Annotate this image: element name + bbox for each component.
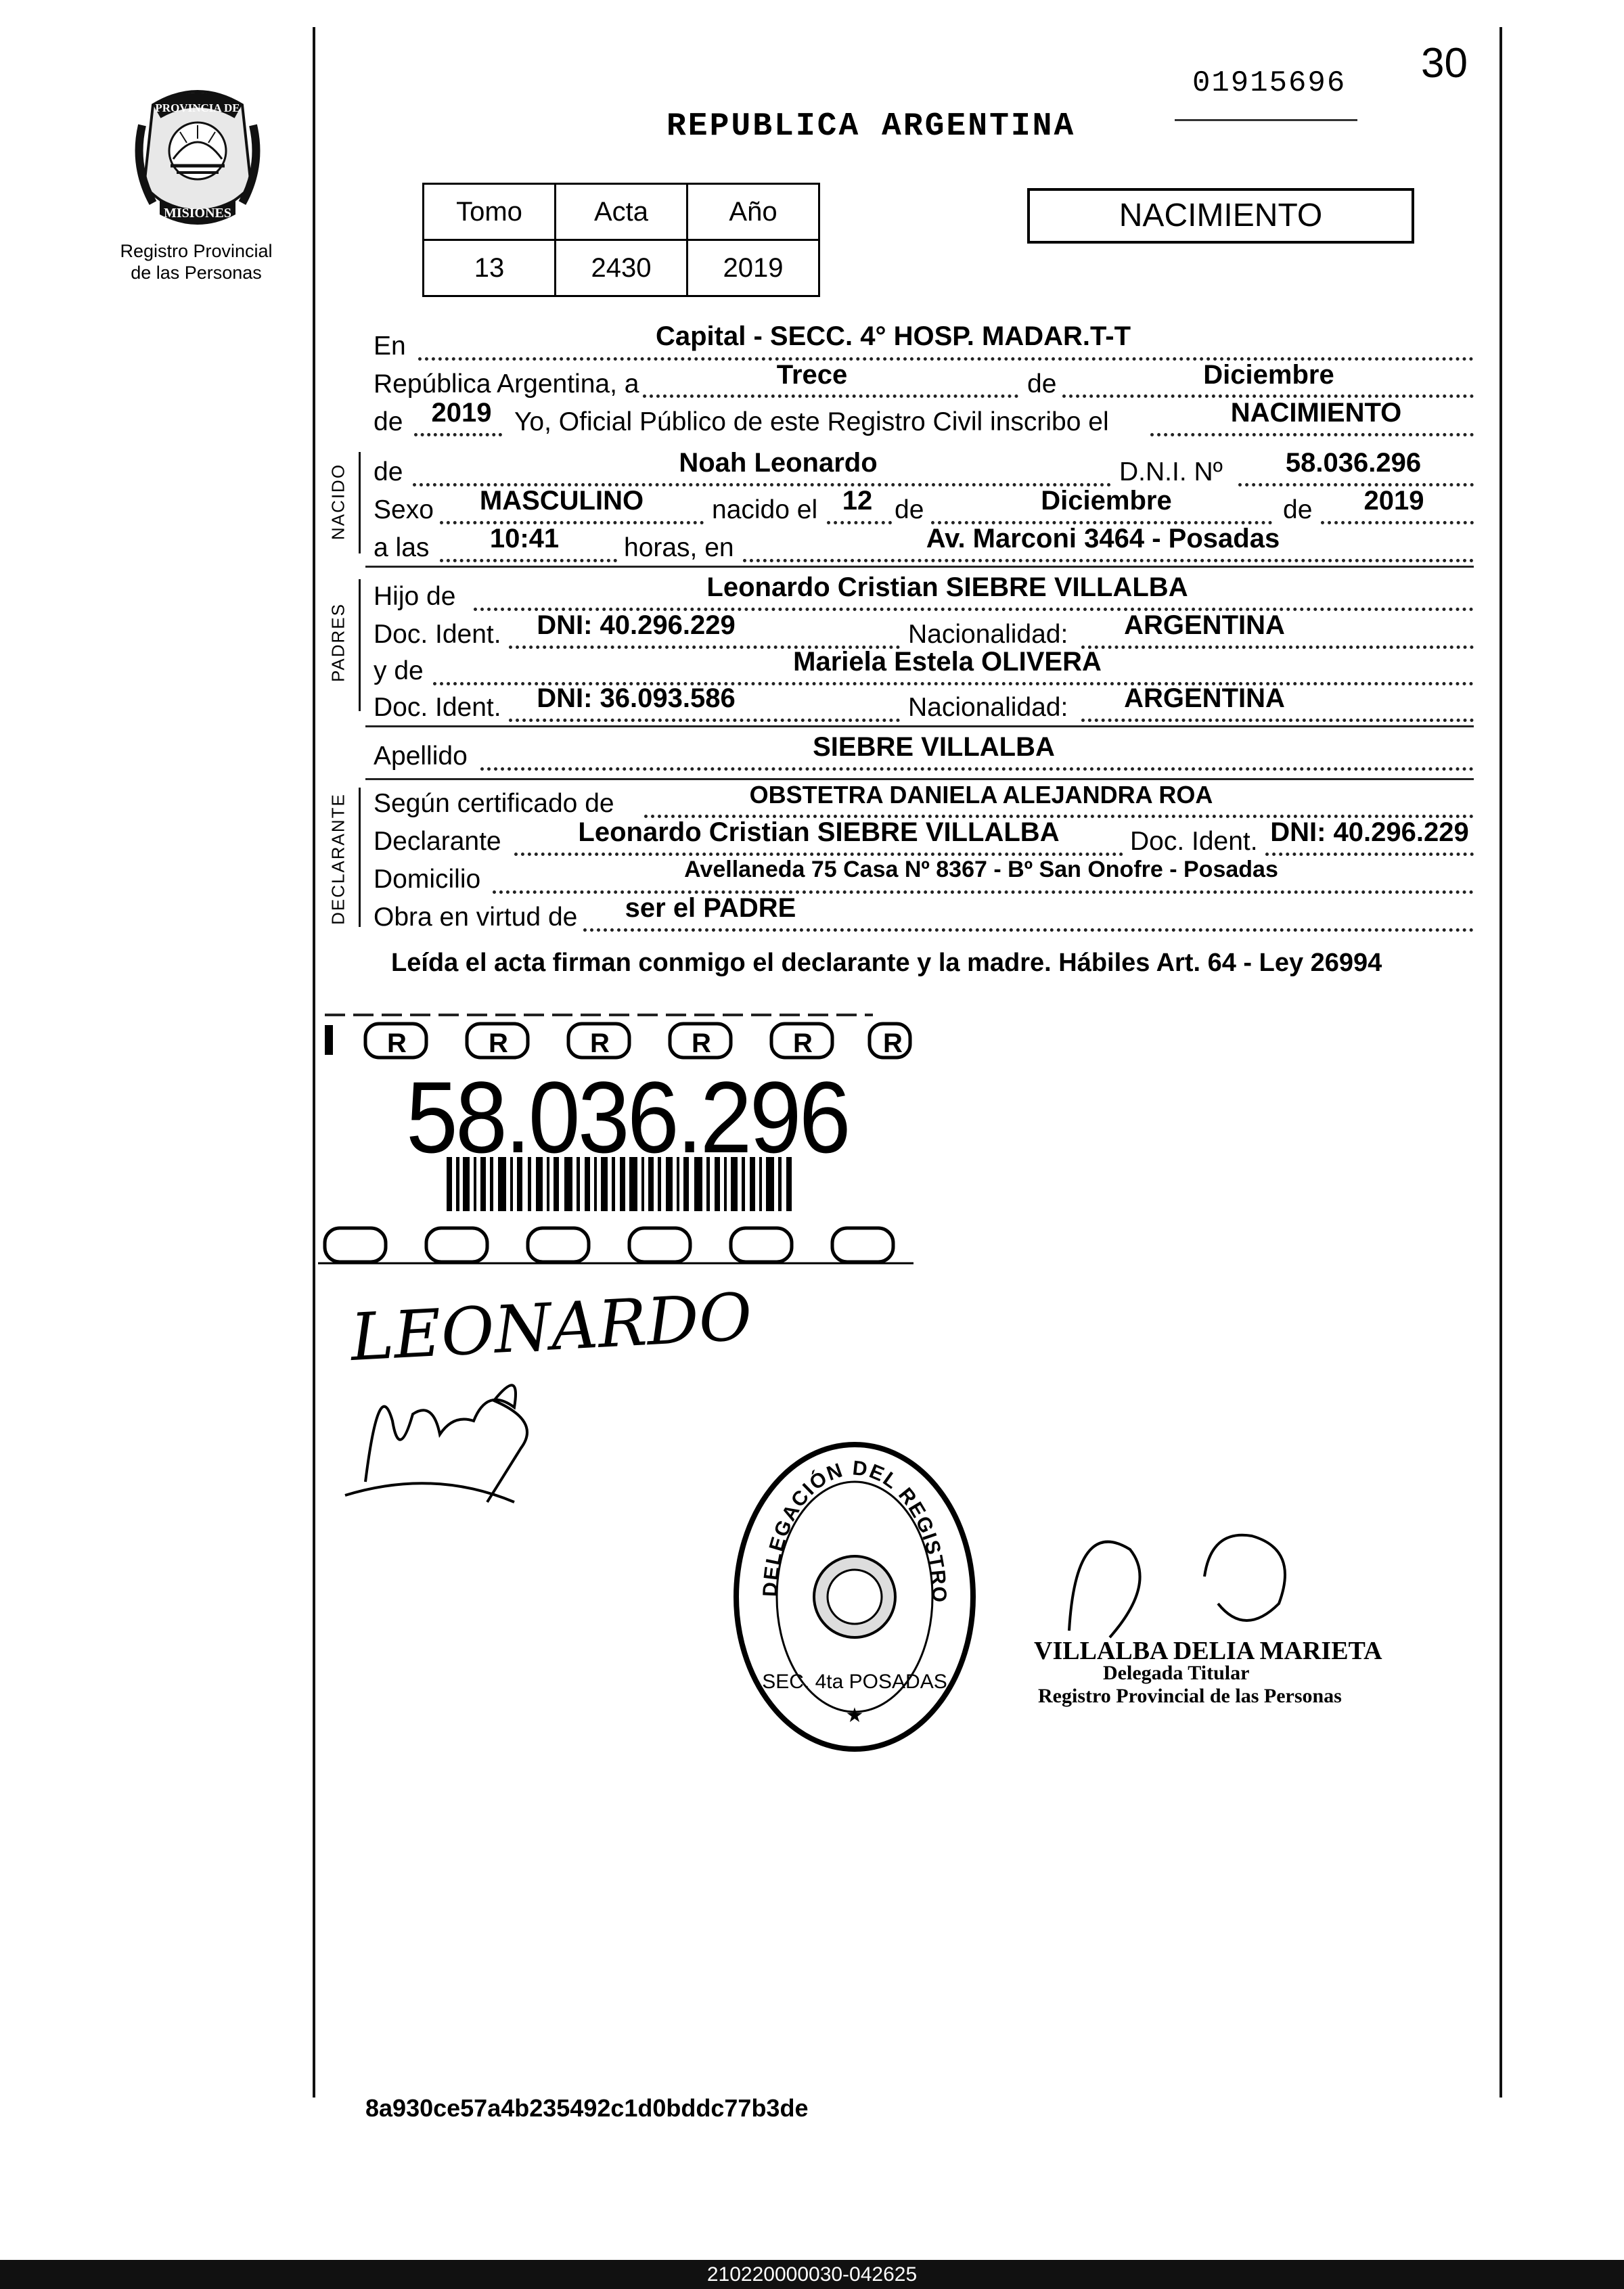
cert-valor: OBSTETRA DANIELA ALEJANDRA ROA bbox=[749, 781, 1213, 809]
registrar-stamp-line3: Registro Provincial de las Personas bbox=[1038, 1685, 1342, 1707]
madre-nombre: Mariela Estela OLIVERA bbox=[793, 647, 1102, 677]
nacido-dia: 12 bbox=[842, 486, 873, 516]
dots bbox=[743, 559, 1474, 562]
oficial-text: Yo, Oficial Público de este Registro Civil inscribo el bbox=[514, 407, 1109, 436]
logo-base-text: MISIONES bbox=[163, 206, 232, 221]
registrar-stamp-line1: VILLALBA DELIA MARIETA bbox=[1034, 1637, 1382, 1665]
madre-doc: DNI: 36.093.586 bbox=[537, 683, 736, 713]
dots bbox=[509, 719, 900, 722]
sticker-number: 58.036.296 bbox=[406, 1060, 849, 1174]
en-label: En bbox=[374, 332, 406, 361]
declarante-doc-label: Doc. Ident. bbox=[1130, 827, 1258, 856]
obra-label: Obra en virtud de bbox=[374, 903, 578, 932]
svg-text:R: R bbox=[793, 1028, 813, 1058]
declarante-nombre: Leonardo Cristian SIEBRE VILLALBA bbox=[578, 817, 1060, 847]
padres-bracket bbox=[359, 579, 361, 711]
svg-text:R: R bbox=[883, 1028, 903, 1058]
value-tomo: 13 bbox=[424, 240, 556, 296]
svg-text:R: R bbox=[387, 1028, 407, 1058]
separator-nacido bbox=[365, 566, 1474, 568]
padre-nacionalidad: ARGENTINA bbox=[1124, 610, 1285, 640]
dots bbox=[643, 394, 1018, 398]
handwritten-name: LEONARDO bbox=[348, 1279, 754, 1376]
value-acta: 2430 bbox=[556, 240, 687, 296]
declarante-label: Declarante bbox=[374, 827, 501, 856]
separator-apellido bbox=[365, 778, 1474, 780]
dots bbox=[480, 767, 1474, 771]
cert-label: Según certificado de bbox=[374, 789, 614, 818]
dia-texto: Trece bbox=[776, 360, 848, 390]
handwritten-name-area bbox=[338, 1279, 754, 1509]
hijo-de-label: Hijo de bbox=[374, 582, 456, 611]
madre-doc-label: Doc. Ident. bbox=[374, 693, 501, 722]
padre-doc-label: Doc. Ident. bbox=[374, 620, 501, 649]
nacido-nombre: Noah Leonardo bbox=[679, 448, 878, 478]
declarante-bracket bbox=[359, 788, 361, 927]
padre-nombre: Leonardo Cristian SIEBRE VILLALBA bbox=[706, 572, 1188, 602]
seal-outer-text: DELEGACIÓN DEL REGISTRO bbox=[759, 1457, 951, 1604]
dots bbox=[440, 559, 617, 562]
horas-label: horas, en bbox=[624, 533, 734, 562]
republica-label: República Argentina, a bbox=[374, 369, 639, 399]
mes-texto: Diciembre bbox=[1203, 360, 1334, 390]
sexo-label: Sexo bbox=[374, 495, 434, 524]
padre-nac-label: Nacionalidad: bbox=[908, 620, 1068, 649]
header-acta: Acta bbox=[556, 184, 687, 240]
dots bbox=[1150, 433, 1474, 436]
de2-label: de bbox=[374, 407, 403, 436]
page-number: 30 bbox=[1421, 40, 1468, 87]
seal-inner-text: SEC. 4ta POSADAS bbox=[762, 1671, 947, 1693]
padre-doc: DNI: 40.296.229 bbox=[537, 610, 736, 640]
tipo-inscripcion: NACIMIENTO bbox=[1230, 398, 1402, 428]
dots bbox=[1265, 853, 1474, 856]
nacido-mes: Diciembre bbox=[1041, 486, 1172, 516]
domicilio-valor: Avellaneda 75 Casa Nº 8367 - Bº San Onofre - Posadas bbox=[684, 857, 1278, 882]
obra-valor: ser el PADRE bbox=[625, 893, 796, 923]
svg-text:R: R bbox=[692, 1028, 711, 1058]
star-icon: ★ bbox=[845, 1704, 864, 1727]
separator-padres bbox=[365, 725, 1474, 727]
logo-caption-1: Registro Provincial bbox=[120, 241, 273, 261]
nacido-anio: 2019 bbox=[1363, 486, 1424, 516]
side-label-declarante: DECLARANTE bbox=[328, 793, 348, 925]
dots bbox=[514, 853, 1123, 856]
footer-id: 210220000030-042625 bbox=[706, 2263, 918, 2286]
alas-label: a las bbox=[374, 533, 430, 562]
serial-number: 01915696 bbox=[1192, 66, 1347, 100]
logo-arc-text: PROVINCIA DE bbox=[155, 101, 240, 114]
nacido-de-label: de bbox=[374, 457, 403, 486]
de-label: de bbox=[1027, 369, 1057, 399]
madre-nacionalidad: ARGENTINA bbox=[1124, 683, 1285, 713]
svg-text:R: R bbox=[489, 1028, 508, 1058]
tomo-acta-anio-table bbox=[422, 183, 820, 297]
nacido-sexo: MASCULINO bbox=[479, 486, 644, 516]
header-anio: Año bbox=[687, 184, 819, 240]
dots bbox=[414, 433, 502, 436]
dots bbox=[1321, 521, 1474, 524]
declarante-doc: DNI: 40.296.229 bbox=[1270, 817, 1469, 847]
domicilio-label: Domicilio bbox=[374, 865, 481, 894]
logo-caption-2: de las Personas bbox=[131, 263, 262, 283]
document-title: REPUBLICA ARGENTINA bbox=[667, 108, 1076, 145]
official-seal bbox=[729, 1438, 980, 1756]
nacido-de2-label: de bbox=[895, 495, 924, 524]
left-margin-line bbox=[313, 27, 315, 2098]
apellido-valor: SIEBRE VILLALBA bbox=[813, 732, 1055, 762]
dots bbox=[583, 928, 1474, 932]
footer-bar bbox=[0, 2260, 1624, 2289]
record-type-box bbox=[1027, 188, 1414, 244]
value-anio: 2019 bbox=[687, 240, 819, 296]
record-type: NACIMIENTO bbox=[1119, 198, 1323, 233]
dni-label: D.N.I. Nº bbox=[1119, 457, 1223, 486]
header-tomo: Tomo bbox=[424, 184, 556, 240]
svg-text:R: R bbox=[590, 1028, 610, 1058]
dots bbox=[827, 521, 892, 524]
nacido-el-label: nacido el bbox=[712, 495, 818, 524]
serial-underline bbox=[1175, 119, 1357, 121]
closing-text: Leída el acta firman conmigo el declarante y la madre. Hábiles Art. 64 - Ley 26994 bbox=[391, 949, 1382, 977]
madre-nac-label: Nacionalidad: bbox=[908, 693, 1068, 722]
lugar-inscripcion: Capital - SECC. 4° HOSP. MADAR.T-T bbox=[655, 321, 1131, 351]
nacido-bracket bbox=[359, 452, 361, 553]
registrar-stamp-line2: Delegada Titular bbox=[1103, 1662, 1250, 1684]
apellido-label: Apellido bbox=[374, 742, 468, 771]
anio-inscripcion: 2019 bbox=[431, 398, 492, 428]
nacido-dni: 58.036.296 bbox=[1285, 448, 1422, 478]
y-de-label: y de bbox=[374, 656, 424, 685]
registrar-signature bbox=[1029, 1522, 1421, 1644]
document-hash: 8a930ce57a4b235492c1d0bddc77b3de bbox=[365, 2094, 809, 2122]
nacido-de3-label: de bbox=[1283, 495, 1313, 524]
side-label-padres: PADRES bbox=[328, 603, 348, 682]
side-label-nacido: NACIDO bbox=[328, 463, 348, 541]
registry-logo bbox=[126, 85, 269, 237]
nacido-hora: 10:41 bbox=[489, 524, 560, 553]
dots bbox=[1081, 719, 1474, 722]
nacido-lugar: Av. Marconi 3464 - Posadas bbox=[926, 524, 1280, 553]
right-margin-line bbox=[1499, 27, 1502, 2098]
